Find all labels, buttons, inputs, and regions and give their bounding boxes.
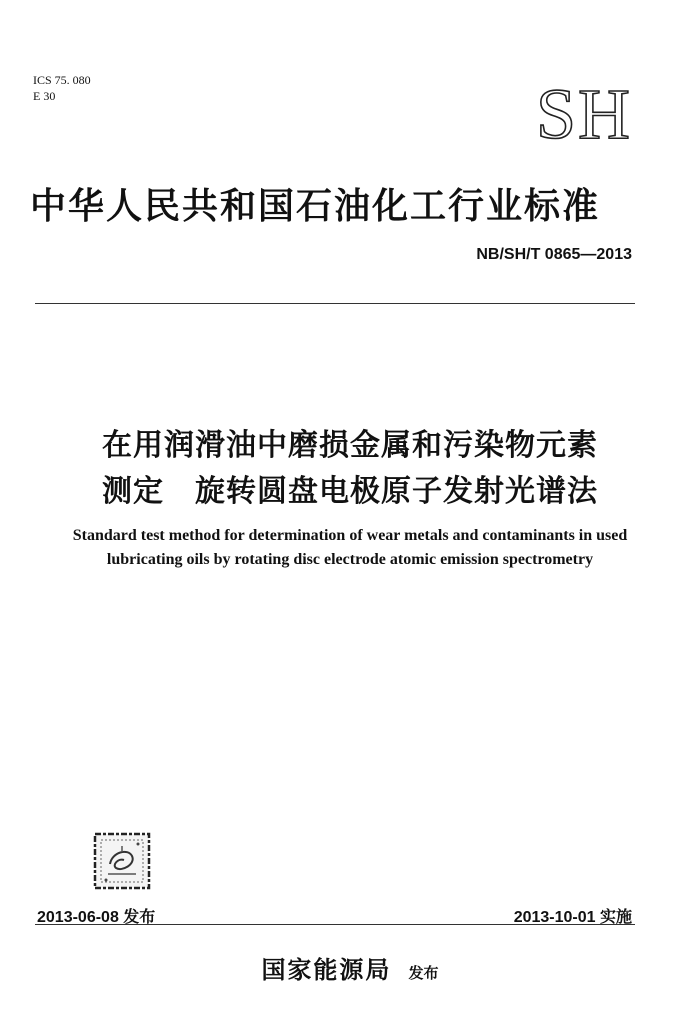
chinese-title-line-2: 测定 旋转圆盘电极原子发射光谱法 <box>102 474 598 509</box>
ccs-code: E 30 <box>33 89 56 103</box>
issue-date: 2013-06-08 发布 <box>37 909 156 926</box>
english-title-line-1: Standard test method for determination of wear metals and contaminants in used <box>72 527 628 544</box>
chinese-title-line-1: 在用润滑油中磨损金属和污染物元素 <box>102 428 598 463</box>
publisher-name: 国家能源局 <box>261 956 392 984</box>
publisher-line <box>0 950 700 985</box>
english-title-line-2: lubricating oils by rotating disc electrode atomic emission spectrometry <box>106 551 594 568</box>
header-divider <box>35 303 635 304</box>
seal-stamp-icon <box>92 830 152 892</box>
standard-category-title: 中华人民共和国石油化工行业标准 <box>30 186 601 227</box>
footer-divider <box>35 924 635 925</box>
ics-code: ICS 75. 080 <box>33 73 91 87</box>
implementation-date: 2013-10-01 实施 <box>513 909 632 926</box>
publisher-suffix: 发布 <box>408 964 439 982</box>
sh-logo: SH <box>535 74 632 154</box>
standard-number: NB/SH/T 0865—2013 <box>476 246 632 263</box>
classification-codes <box>33 72 91 104</box>
